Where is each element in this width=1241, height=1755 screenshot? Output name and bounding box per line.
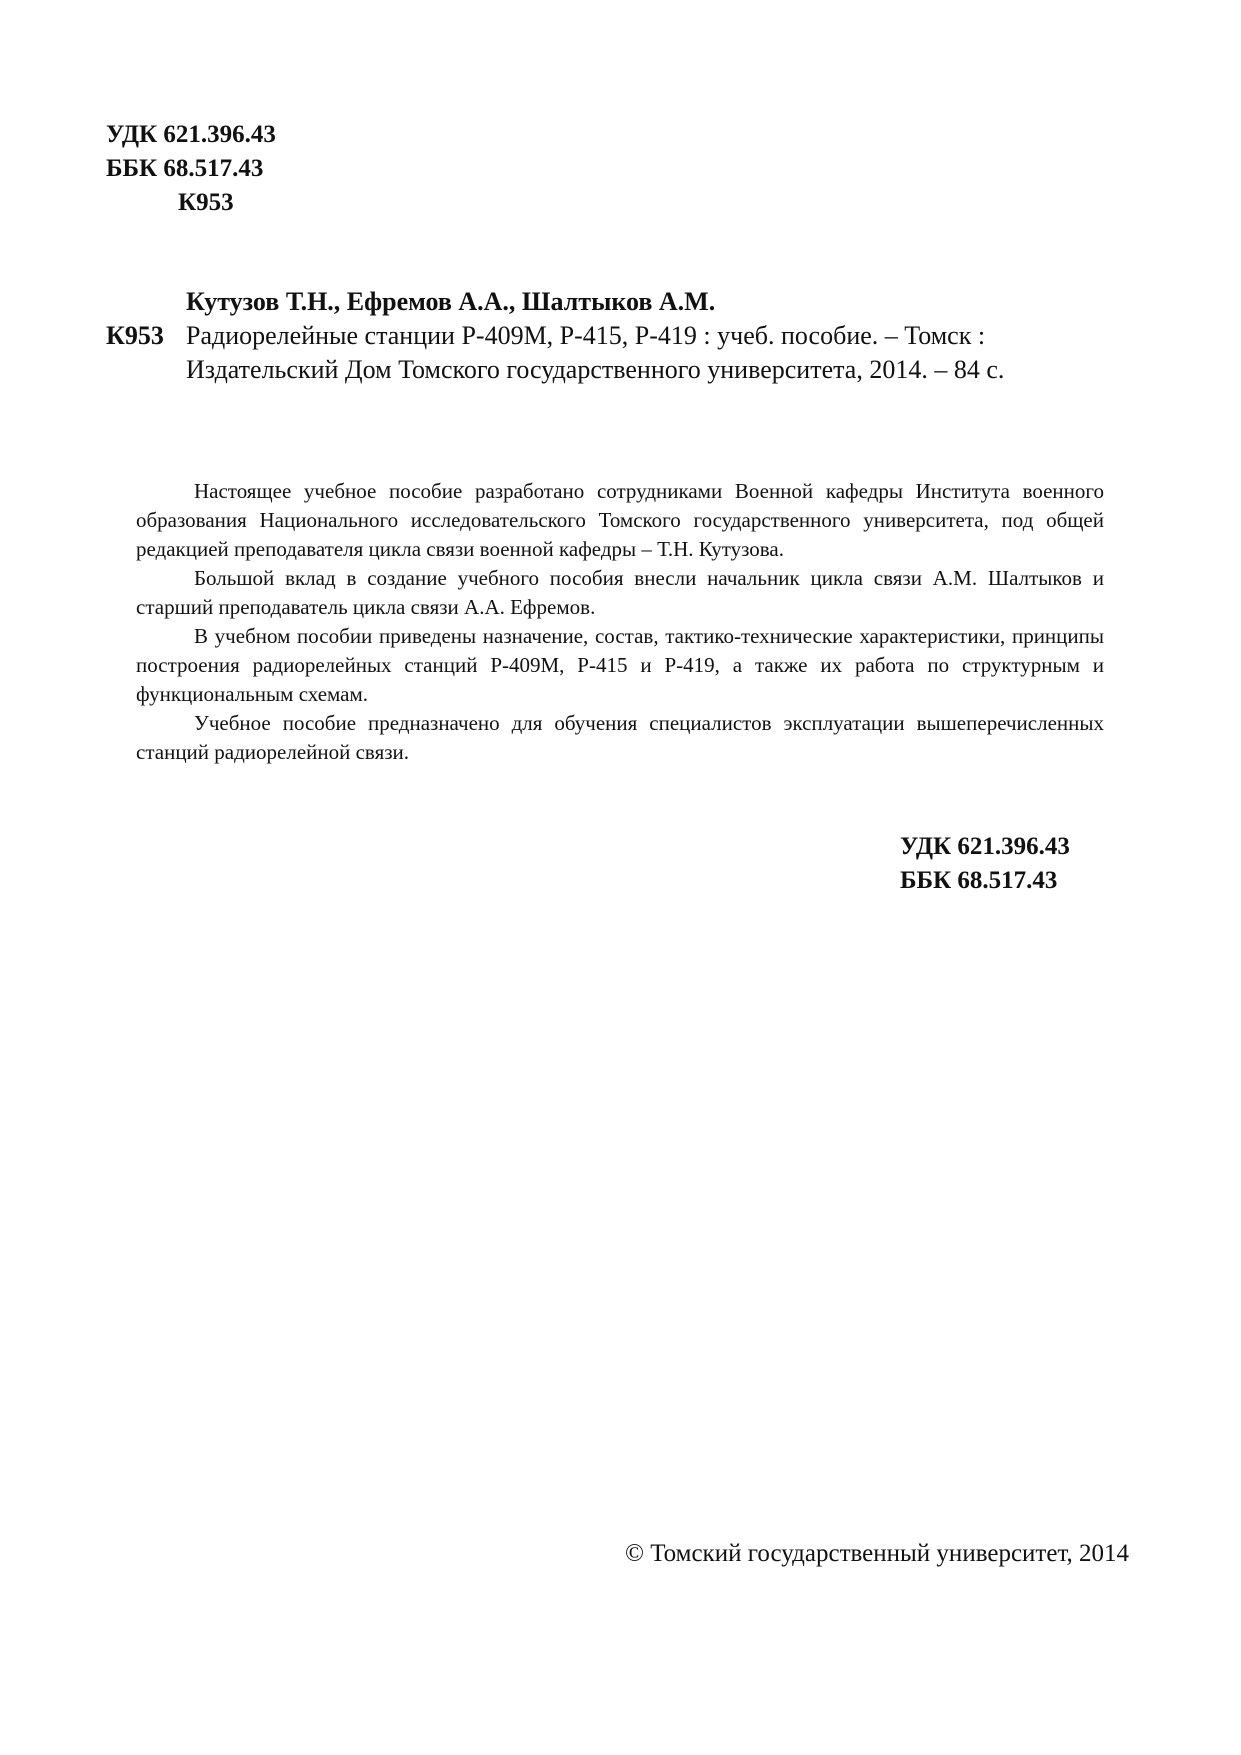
abstract-paragraph-3: В учебном пособии приведены назначение, состав, тактико-технические характеристики, принципы построения радиорелейных станций Р-409М, Р-415 и Р-419, а также их работа по структурным и функциональным схемам. — [136, 624, 1104, 706]
abstract-paragraph-2: Большой вклад в создание учебного пособия внесли начальник цикла связи А.М. Шалтыков и старший преподаватель цикла связи А.А. Ефремов. — [136, 566, 1104, 619]
udk-code-bottom: УДК 621.396.43 — [900, 833, 1070, 860]
bibliographic-record — [106, 285, 1136, 387]
biblio-spacer — [106, 353, 186, 387]
udk-code: УДК 621.396.43 — [106, 121, 276, 148]
copyright-notice: © Томский государственный университет, 2014 — [624, 1540, 1129, 1567]
biblio-row-2 — [106, 353, 1136, 387]
classification-codes-bottom — [900, 830, 1070, 898]
author-mark: К953 — [178, 189, 234, 216]
bbk-code: ББК 68.517.43 — [106, 155, 264, 182]
bbk-code-bottom: ББК 68.517.43 — [900, 867, 1058, 894]
abstract-paragraph-4: Учебное пособие предназначено для обучения специалистов эксплуатации вышеперечисленных станций радиорелейной связи. — [136, 711, 1104, 764]
biblio-publisher-line: Издательский Дом Томского государственного университета, 2014. – 84 с. — [186, 355, 1005, 384]
abstract-paragraph-1: Настоящее учебное пособие разработано сотрудниками Военной кафедры Института военного образования Национального исследовательского Томского государственного университета, под общей редакцией преподавателя цикла связи военной кафедры – Т.Н. Кутузова. — [136, 479, 1104, 561]
abstract — [136, 477, 1104, 767]
biblio-title-line: Радиорелейные станции Р-409М, Р-415, Р-419 : учеб. пособие. – Томск : — [186, 321, 986, 350]
biblio-row-1 — [106, 319, 1136, 353]
biblio-author-mark: К953 — [106, 321, 164, 350]
classification-codes-top — [106, 118, 276, 220]
authors: Кутузов Т.Н., Ефремов А.А., Шалтыков А.М. — [186, 287, 716, 316]
